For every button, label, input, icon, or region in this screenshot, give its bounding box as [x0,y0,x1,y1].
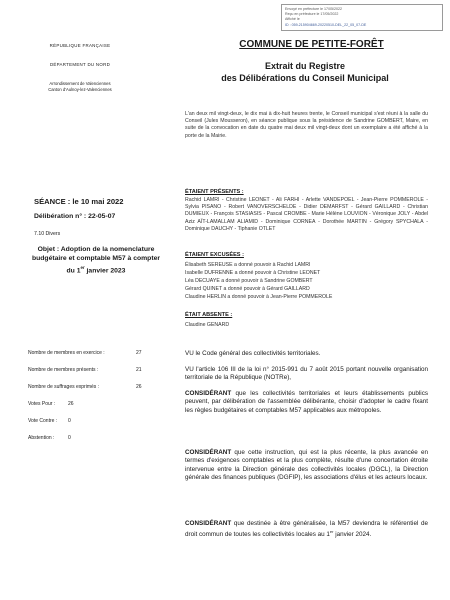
prefecture-stamp [281,4,443,31]
count-value: 26 [68,401,74,407]
departement-label: DÉPARTEMENT DU NORD [49,62,111,67]
count-row [28,435,71,441]
count-value: 0 [68,418,71,424]
excuses-title: ÉTAIENT EXCUSÉES : [185,252,244,258]
extrait-title [180,60,430,84]
vu-paragraph: VU l'article 106 III de la loi n° 2015-991 du 7 août 2015 portant nouvelle organisation territoriale de la République (NOTRe), [185,366,428,382]
objet-line-1: Objet : Adoption de la nomenclature [37,246,155,253]
commune-title: COMMUNE DE PETITE-FORÊT [239,39,384,50]
considerant-lead: CONSIDÉRANT [185,449,232,456]
count-label: Vote Contre : [28,418,58,424]
vu-paragraph: VU le Code général des collectivités territoriales. [185,350,321,357]
excuse-item: Isabelle DUFRENNE a donné pouvoir à Christine LEONET [185,270,321,276]
absents-title: ÉTAIT ABSENTE : [185,312,233,318]
count-label: Abstention : [28,435,55,441]
extrait-line-2: des Délibérations du Conseil Municipal [221,73,389,83]
deliberation-number: Délibération n° : 22-05-07 [34,213,116,220]
count-value: 27 [136,350,142,356]
sous-rubrique: 7.10 Divers [34,231,61,237]
considerant-text: que cette instruction, qui est la plus récente, la plus avancée en termes d'exigences comptables et la plus complète, résulte d'une concertation étroite intervenue entre la Direction générale des collectivités locales (DGCL), la Direction générale des finances publiques (DGFIP), les associations d'élus et les acteurs locaux. [185,449,428,482]
considerant-lead: CONSIDÉRANT [185,520,232,527]
objet-line-3-sup: er [80,264,85,270]
seance-date: SÉANCE : le 10 mai 2022 [34,197,124,206]
excuse-item: Claudine HERLIN a donné pouvoir à Jean-Pierre POMMEROLE [185,294,333,300]
considerant-paragraph [185,390,428,415]
considerant-text: que destinée à être généralisée, la M57 deviendra le référentiel de droit commun de toutes les collectivités locales au 1 [185,520,428,539]
intro-paragraph: L'an deux mil vingt-deux, le dix mai à dix-huit heures trente, le Conseil municipal s'est réuni à la salle du Conseil (Jules Mousseron), en séance publique sous la présidence de Sandrine GOMBERT, Maire, en suite de la convocation en date du quatre mai deux mil vingt-deux dont un exemplaire a été affiché à la porte de la Mairie. [185,111,428,139]
arrondissement-label: Arrondissement de Valenciennes [49,81,111,86]
count-label: Nombre de membres en exercice : [28,350,105,356]
excuse-item: Gérard QUINET a donné pouvoir à Gérard GAILLARD [185,286,310,292]
count-row [28,418,71,424]
objet-line-3 [20,264,172,276]
count-label: Nombre de membres présents : [28,367,99,373]
count-value: 26 [136,384,142,390]
count-row [28,350,142,356]
absent-name: Claudine GENARD [185,322,230,328]
excuse-item: Élisabeth SEREUSE a donné pouvoir à Rachid LAMRI [185,262,311,268]
count-label: Votes Pour : [28,401,56,407]
considerant-paragraph [185,449,428,483]
considerant-paragraph [185,520,428,540]
objet-block [20,246,172,276]
objet-line-3-pre: du 1 [66,266,81,274]
stamp-id: ID : 059-215904669-20220510-DEL_22_05_07-DE [285,22,367,27]
excuse-item: Léa DECUAYE a donné pouvoir à Sandrine GOMBERT [185,278,313,284]
presents-title: ÉTAIENT PRÉSENTS : [185,189,244,195]
count-row [28,384,142,390]
count-value: 21 [136,367,142,373]
count-value: 0 [68,435,71,441]
considerant-sup: er [329,529,334,535]
presents-list: Rachid LAMRI - Christine LEONET - Ali FARHI - Arlette VANDEPOEL - Jean-Pierre POMMEROLE - Sylvia PISANO - Robert VANOVERSCHELDE - Didier DEMARFST - Gérard GAILLARD - Christian DUMIEUX - François STASIASIS - Pascal CROMBE - Marie Hélène LOUVION - Véronique JOLY - Abdel Aziz AÏT-LAMALLAM ALIAMID - Dominique CORNEA - Dorothée MARTIN - Grégory SPYCHALA - Dominique DAUCHY - Tiphanie OTLET [185,197,428,232]
objet-line-2: budgétaire et comptable M57 à compter [31,254,161,262]
considerant-text: que les collectivités territoriales et leurs établissements publics peuvent, par délibération de l'assemblée délibérante, choisir d'adopter le cadre fixant les règles budgétaires et comptables M57 applicables aux métropoles. [185,390,428,414]
count-row [28,401,74,407]
stamp-line: Affiché le [285,17,300,22]
considerant-text-end: janvier 2024. [333,531,372,539]
republique-label: RÉPUBLIQUE FRANÇAISE [49,43,111,48]
count-row [28,367,142,373]
arrondissement-block [28,81,132,93]
objet-line-3-post: janvier 2023 [84,266,126,274]
stamp-line: Reçu en préfecture le 17/05/2022 [285,12,339,17]
extrait-line-1: Extrait du Registre [264,61,346,71]
count-label: Nombre de suffrages exprimés : [28,384,100,390]
stamp-line: Envoyé en préfecture le 17/05/2022 [285,7,342,11]
canton-label: Canton d'Aulnoy-lez-Valenciennes [48,87,112,93]
considerant-lead: CONSIDÉRANT [185,390,232,397]
